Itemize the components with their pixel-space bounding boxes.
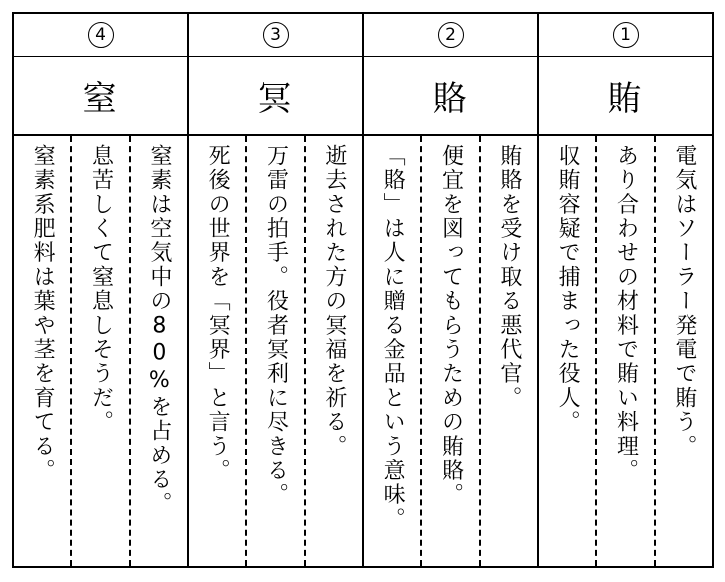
example-sentence: 電気はソーラー発電で賄う。 (671, 144, 697, 459)
example-sentences (539, 136, 712, 566)
circled-number: 4 (88, 22, 114, 48)
kanji-column-3 (187, 14, 362, 566)
circled-number: 3 (263, 22, 289, 48)
example-sentence: 便宜を図ってもらうための賄賂。 (438, 144, 464, 507)
kanji-heading: 窒 (14, 57, 187, 136)
kanji-worksheet (12, 12, 714, 568)
circled-number: 2 (438, 22, 464, 48)
kanji-heading: 賂 (364, 57, 537, 136)
sentence-cell (420, 136, 478, 566)
example-sentence: 「賂」は人に贈る金品という意味。 (380, 144, 406, 532)
example-sentence: 収賄容疑で捕まった役人。 (555, 144, 581, 435)
sentence-cell (364, 136, 420, 566)
example-sentence: 死後の世界を「冥界」と言う。 (205, 144, 231, 483)
example-sentence: 逝去された方の冥福を祈る。 (321, 144, 347, 459)
sentence-cell (14, 136, 70, 566)
kanji-heading: 賄 (539, 57, 712, 136)
column-number-cell (189, 14, 362, 57)
sentence-cell (539, 136, 595, 566)
sentence-cell (479, 136, 537, 566)
column-number-cell (14, 14, 187, 57)
sentence-cell (304, 136, 362, 566)
kanji-column-1 (537, 14, 712, 566)
example-sentence: 息苦しくて窒息しそうだ。 (88, 144, 114, 435)
sentence-cell (70, 136, 128, 566)
kanji-column-2 (362, 14, 537, 566)
sentence-cell (654, 136, 712, 566)
column-number-cell (539, 14, 712, 57)
circled-number: 1 (613, 22, 639, 48)
example-sentence: 窒素系肥料は葉や茎を育てる。 (30, 144, 56, 483)
example-sentences (364, 136, 537, 566)
kanji-heading: 冥 (189, 57, 362, 136)
example-sentence: あり合わせの材料で賄い料理。 (613, 144, 639, 483)
sentence-cell (129, 136, 187, 566)
example-sentence: 窒素は空気中の80%を占める。 (146, 144, 172, 516)
sentence-cell (595, 136, 653, 566)
sentence-cell (245, 136, 303, 566)
sentence-cell (189, 136, 245, 566)
example-sentence: 万雷の拍手。役者冥利に尽きる。 (263, 144, 289, 507)
column-number-cell (364, 14, 537, 57)
example-sentence: 賄賂を受け取る悪代官。 (496, 144, 522, 411)
example-sentences (189, 136, 362, 566)
kanji-column-4 (14, 14, 187, 566)
example-sentences (14, 136, 187, 566)
